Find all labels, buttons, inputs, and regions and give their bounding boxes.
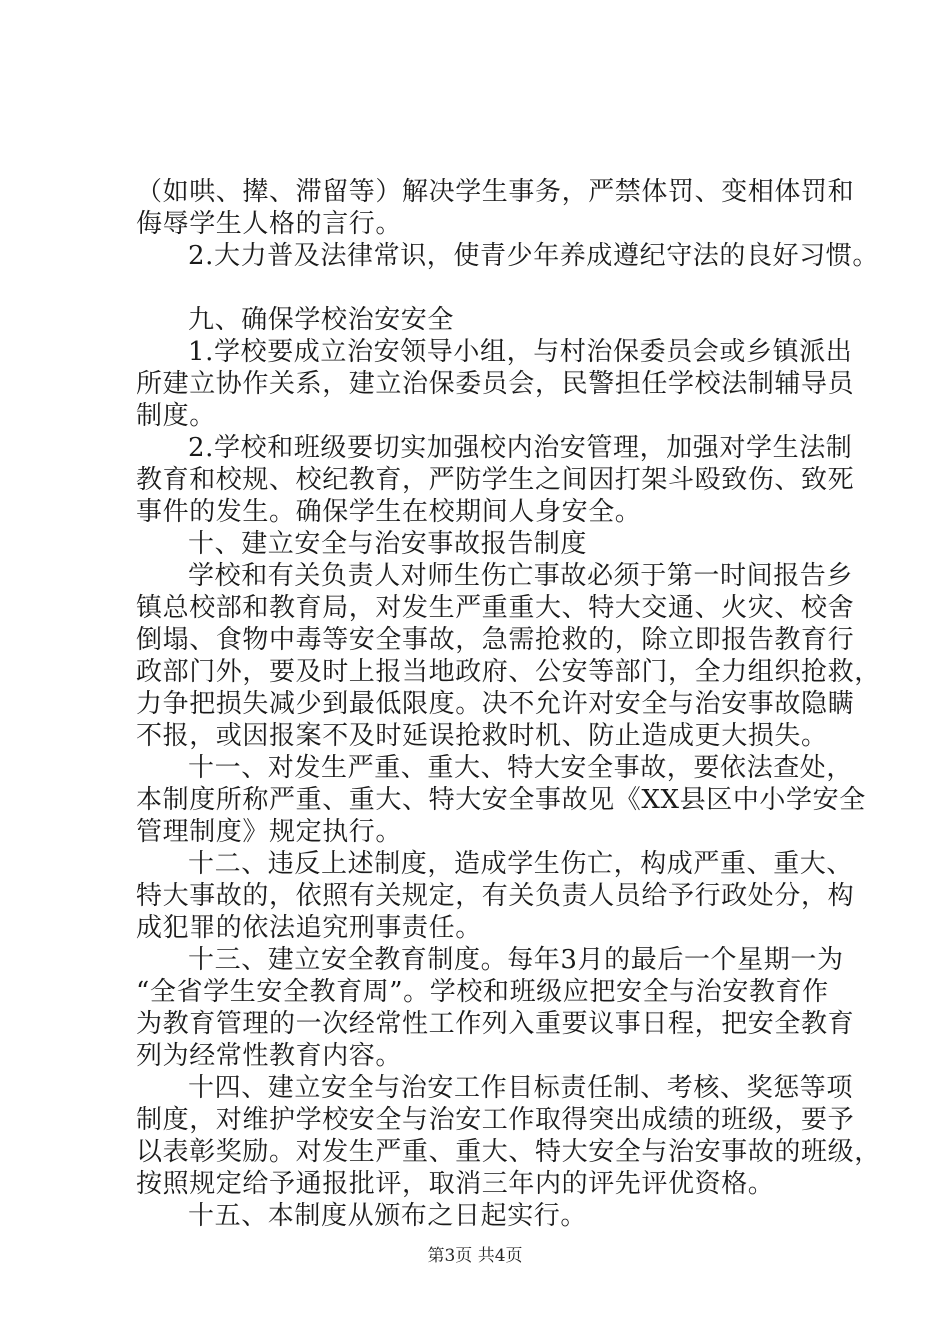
text-line: 2.学校和班级要切实加强校内治安管理，加强对学生法制: [188, 433, 853, 463]
text-line: 不报，或因报案不及时延误抢救时机、防止造成更大损失。: [136, 721, 828, 751]
text-line: 制度，对维护学校安全与治安工作取得突出成绩的班级，要予: [136, 1105, 855, 1135]
text-line: 成犯罪的依法追究刑事责任。: [136, 913, 482, 943]
text-line: 管理制度》规定执行。: [136, 817, 403, 847]
text-line: 力争把损失减少到最低限度。决不允许对安全与治安事故隐瞒: [136, 689, 855, 719]
text-line: 十三、建立安全教育制度。每年3月的最后一个星期一为: [188, 945, 844, 975]
text-line: 1.学校要成立治安领导小组，与村治保委员会或乡镇派出: [188, 337, 853, 367]
text-line: 本制度所称严重、重大、特大安全事故见《XX县区中小学安全: [136, 785, 866, 815]
text-line: 政部门外，要及时上报当地政府、公安等部门，全力组织抢救，: [136, 657, 881, 687]
section-heading: 十、建立安全与治安事故报告制度: [188, 529, 588, 559]
text-line: 侮辱学生人格的言行。: [136, 209, 403, 239]
text-line: 按照规定给予通报批评，取消三年内的评先评优资格。: [136, 1169, 775, 1199]
text-line: 所建立协作关系，建立治保委员会，民警担任学校法制辅导员: [136, 369, 855, 399]
section-heading: 九、确保学校治安安全: [188, 305, 455, 335]
text-line: 镇总校部和教育局，对发生严重重大、特大交通、火灾、校舍: [136, 593, 855, 623]
text-line: 十四、建立安全与治安工作目标责任制、考核、奖惩等项: [188, 1073, 854, 1103]
text-line: （如哄、撵、滞留等）解决学生事务，严禁体罚、变相体罚和: [136, 177, 855, 207]
text-line: 教育和校规、校纪教育，严防学生之间因打架斗殴致伤、致死: [136, 465, 855, 495]
text-line: 事件的发生。确保学生在校期间人身安全。: [136, 497, 642, 527]
text-line: 十一、对发生严重、重大、特大安全事故，要依法查处，: [188, 753, 854, 783]
text-line: 学校和有关负责人对师生伤亡事故必须于第一时间报告乡: [188, 561, 854, 591]
text-line: 列为经常性教育内容。: [136, 1041, 403, 1071]
text-line: 2.大力普及法律常识，使青少年养成遵纪守法的良好习惯。: [188, 241, 880, 271]
text-line: 为教育管理的一次经常性工作列入重要议事日程，把安全教育: [136, 1009, 855, 1039]
text-line: 以表彰奖励。对发生严重、重大、特大安全与治安事故的班级，: [136, 1137, 881, 1167]
page-footer: 第3页 共4页: [427, 1246, 523, 1266]
text-line: 十五、本制度从颁布之日起实行。: [188, 1201, 588, 1231]
text-line: “全省学生安全教育周”。学校和班级应把安全与治安教育作: [136, 977, 829, 1007]
text-line: 制度。: [136, 401, 216, 431]
text-line: 特大事故的，依照有关规定，有关负责人员给予行政处分，构: [136, 881, 855, 911]
text-line: 十二、违反上述制度，造成学生伤亡，构成严重、重大、: [188, 849, 854, 879]
text-line: 倒塌、食物中毒等安全事故，急需抢救的，除立即报告教育行: [136, 625, 855, 655]
